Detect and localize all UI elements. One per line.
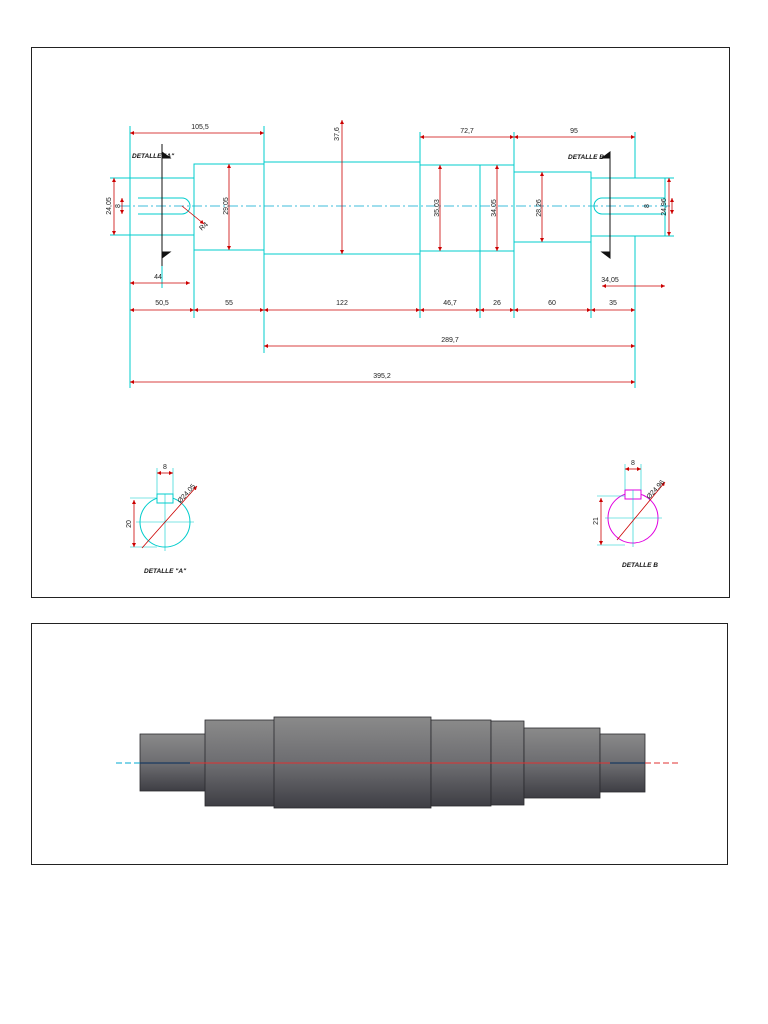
detail-a-key-dim: 8: [163, 464, 167, 471]
dim-left-key: 8: [115, 204, 122, 208]
detail-a-label-top: DETALLE "A": [132, 153, 175, 160]
dim-seg6: 60: [548, 300, 556, 307]
detail-a-section: [126, 464, 197, 575]
dim-key-length-left: 44: [154, 274, 162, 281]
dim-top-right: 95: [570, 128, 578, 135]
dim-right-diameter: 24,96: [661, 198, 668, 216]
dim-d1: 29,05: [223, 197, 230, 215]
detail-b-diameter-dim: Ø24,96: [645, 479, 667, 501]
dim-seg5: 26: [493, 300, 501, 307]
dim-left-diameter: 24,05: [106, 197, 113, 215]
dim-right-key: 8: [644, 204, 651, 208]
dim-top-left: 105,5: [191, 124, 209, 131]
dim-seg7: 35: [609, 300, 617, 307]
dim-total: 395,2: [373, 373, 391, 380]
shaft-render-panel: [31, 623, 728, 865]
dim-seg3: 122: [336, 300, 348, 307]
dim-d4: 28,26: [536, 199, 543, 217]
detail-a-label-bottom: DETALLE "A": [144, 568, 187, 575]
dim-seg1: 50,5: [155, 300, 169, 307]
dim-seg2: 55: [225, 300, 233, 307]
dim-radius: R4: [198, 221, 210, 233]
dim-top-mid-right: 72,7: [460, 128, 474, 135]
radius-leader: [182, 206, 204, 224]
detail-b-label-top: DETALLE B: [568, 154, 604, 161]
detail-b-section: [593, 460, 666, 569]
dim-d2: 35,03: [434, 199, 441, 217]
dim-span-289: 289,7: [441, 337, 459, 344]
shaft-outline: [110, 126, 674, 388]
technical-drawing-panel: [31, 47, 730, 598]
dim-key-length-right: 34,05: [601, 277, 619, 284]
detail-a-depth-dim: 20: [126, 520, 133, 528]
dim-d3: 34,05: [491, 199, 498, 217]
shaft-drawing: [32, 48, 731, 599]
detail-b-key-dim: 8: [631, 460, 635, 467]
dim-top-center: 37,6: [334, 127, 341, 141]
detail-b-label-bottom: DETALLE B: [622, 562, 658, 569]
shaft-render: [32, 624, 729, 866]
detail-a-diameter-dim: Ø24,05: [176, 483, 198, 505]
dim-seg4: 46,7: [443, 300, 457, 307]
detail-b-depth-dim: 21: [593, 517, 600, 525]
